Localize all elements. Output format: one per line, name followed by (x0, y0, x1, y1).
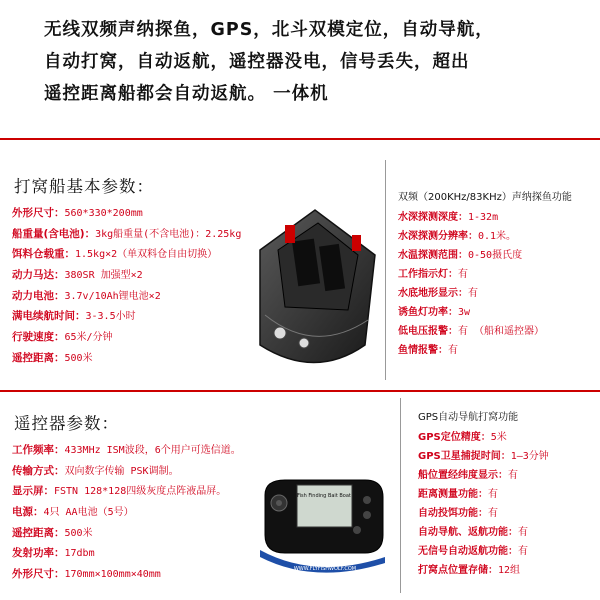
spec-item (12, 327, 241, 348)
spec-item (12, 564, 241, 585)
spec-label: 诱鱼灯功率： (398, 307, 458, 318)
bait-boat-image (240, 195, 390, 380)
section-divider (0, 390, 600, 392)
headline-divider (0, 138, 600, 140)
spec-label: 行驶速度： (12, 331, 65, 344)
spec-item (398, 265, 544, 284)
spec-value: 170mm×100mm×40mm (64, 569, 161, 581)
spec-value: 有 (508, 470, 518, 481)
spec-value: 433MHz ISM波段，6个用户可选信道。 (64, 445, 241, 456)
spec-label: GPS卫星捕捉时间： (418, 451, 511, 462)
spec-label: 鱼情报警： (398, 345, 448, 356)
spec-label: 工作指示灯： (398, 269, 458, 280)
spec-item (12, 203, 241, 224)
spec-label: 水温探测范围： (398, 250, 468, 261)
spec-item (418, 523, 549, 542)
spec-value: 17dbm (64, 548, 95, 560)
spec-item (418, 504, 549, 523)
spec-item (398, 303, 544, 322)
spec-item (418, 542, 549, 561)
spec-value: 3w (458, 307, 471, 318)
spec-value: FSTN 128*128四级灰度点阵液晶屏。 (54, 486, 227, 498)
spec-item (12, 244, 241, 265)
spec-item (398, 322, 544, 341)
sonar-section-title: 双频（200KHz/83KHz）声纳探鱼功能 (398, 192, 572, 203)
spec-label: 传输方式： (12, 464, 65, 477)
spec-label: 显示屏： (12, 485, 54, 498)
spec-label: 电源： (12, 506, 44, 519)
spec-value: 1-32m (468, 212, 499, 223)
gps-section-title: GPS自动导航打窝功能 (418, 412, 519, 423)
spec-value: 500米 (64, 352, 93, 364)
spec-item (418, 447, 549, 466)
spec-value: 有 (488, 508, 498, 519)
remote-screen-text: Fish Finding Bait Boat (297, 493, 351, 499)
spec-item (398, 284, 544, 303)
spec-value: 双向数字传输 PSK调制。 (64, 465, 179, 477)
spec-label: 外形尺寸： (12, 207, 65, 219)
boat-section-title: 打窝船基本参数： (14, 177, 154, 196)
spec-item (12, 440, 241, 461)
spec-value: 12组 (498, 565, 521, 576)
spec-label: 自动投饵功能： (418, 508, 488, 519)
sonar-spec-list (398, 208, 544, 360)
spec-value: 有 (458, 269, 468, 280)
spec-item (418, 466, 549, 485)
gps-spec-list (418, 428, 549, 580)
spec-item (418, 561, 549, 580)
spec-item (12, 523, 241, 544)
spec-label: 发射功率： (12, 547, 65, 560)
spec-label: 水深探测深度： (398, 212, 468, 223)
spec-item (12, 502, 241, 523)
spec-item (418, 485, 549, 504)
spec-value: 有 (518, 546, 528, 557)
headline-line-2: 自动打窝，自动返航，遥控器没电，信号丢失，超出 (44, 52, 470, 72)
spec-label: 外形尺寸： (12, 568, 65, 581)
spec-label: 自动导航、返航功能： (418, 527, 518, 538)
spec-item (12, 286, 241, 307)
spec-label: 船位置经纬度显示： (418, 470, 508, 481)
spec-value: 500米 (64, 527, 93, 539)
spec-item (398, 208, 544, 227)
spec-label: 动力电池： (12, 289, 65, 302)
spec-value: 有 (448, 345, 458, 356)
spec-item (12, 306, 241, 327)
spec-label: 工作频率： (12, 444, 65, 456)
spec-label: 满电续航时间： (12, 310, 86, 323)
spec-label: 动力马达： (12, 269, 65, 282)
spec-label: 船重量(含电池)： (12, 227, 96, 240)
spec-value: 3-3.5小时 (85, 311, 136, 323)
spec-label: 打窝点位置存储： (418, 565, 498, 576)
spec-value: 4只 AA电池（5号） (43, 507, 134, 519)
spec-label: 遥控距离： (12, 526, 65, 539)
spec-item (12, 461, 241, 482)
spec-value: 有 (468, 288, 478, 299)
spec-item (398, 227, 544, 246)
spec-value: 1.5kg×2（单双料仓自由切换） (75, 249, 218, 261)
spec-label: 饵料仓载重： (12, 248, 75, 261)
remote-controller-image (255, 475, 390, 580)
spec-value: 有 （船和遥控器） (458, 326, 545, 337)
spec-item (418, 428, 549, 447)
headline (44, 14, 584, 110)
spec-label: 距离测量功能： (418, 489, 488, 500)
spec-value: 3kg船重量(不含电池)：2.25kg (95, 228, 242, 240)
remote-section-title: 遥控器参数： (14, 414, 119, 433)
headline-line-1: 无线双频声纳探鱼，GPS，北斗双模定位，自动导航， (44, 20, 494, 40)
remote-spec-list (12, 440, 241, 585)
boat-sonar-separator (385, 160, 386, 380)
spec-value: 65米/分钟 (64, 332, 113, 344)
spec-label: 水深探测分辨率： (398, 231, 478, 242)
spec-item (12, 481, 241, 502)
spec-item (398, 246, 544, 265)
spec-label: 无信号自动返航功能： (418, 546, 518, 557)
spec-value: 1—3分钟 (510, 451, 549, 462)
spec-value: 0.1米。 (478, 231, 517, 242)
spec-item (398, 341, 544, 360)
spec-value: 0-50摄氏度 (468, 250, 523, 261)
spec-label: 低电压报警： (398, 326, 458, 337)
spec-value: 有 (518, 527, 528, 538)
spec-value: 5米 (490, 432, 507, 443)
spec-label: GPS定位精度： (418, 432, 491, 443)
spec-value: 有 (488, 489, 498, 500)
headline-line-3: 遥控距离船都会自动返航。 一体机 (44, 84, 329, 104)
spec-value: 560*330*200mm (64, 208, 143, 219)
remote-gps-separator (400, 398, 401, 593)
spec-value: 380SR 加强型×2 (64, 270, 143, 282)
spec-item (12, 224, 241, 245)
spec-value: 3.7v/10Ah锂电池×2 (64, 290, 161, 302)
boat-spec-list (12, 203, 241, 369)
strap-text: WWW.FLYFISHWOLF.COM (293, 566, 357, 572)
spec-item (12, 265, 241, 286)
spec-item (12, 348, 241, 369)
spec-item (12, 543, 241, 564)
spec-label: 遥控距离： (12, 351, 65, 364)
spec-label: 水底地形显示： (398, 288, 468, 299)
